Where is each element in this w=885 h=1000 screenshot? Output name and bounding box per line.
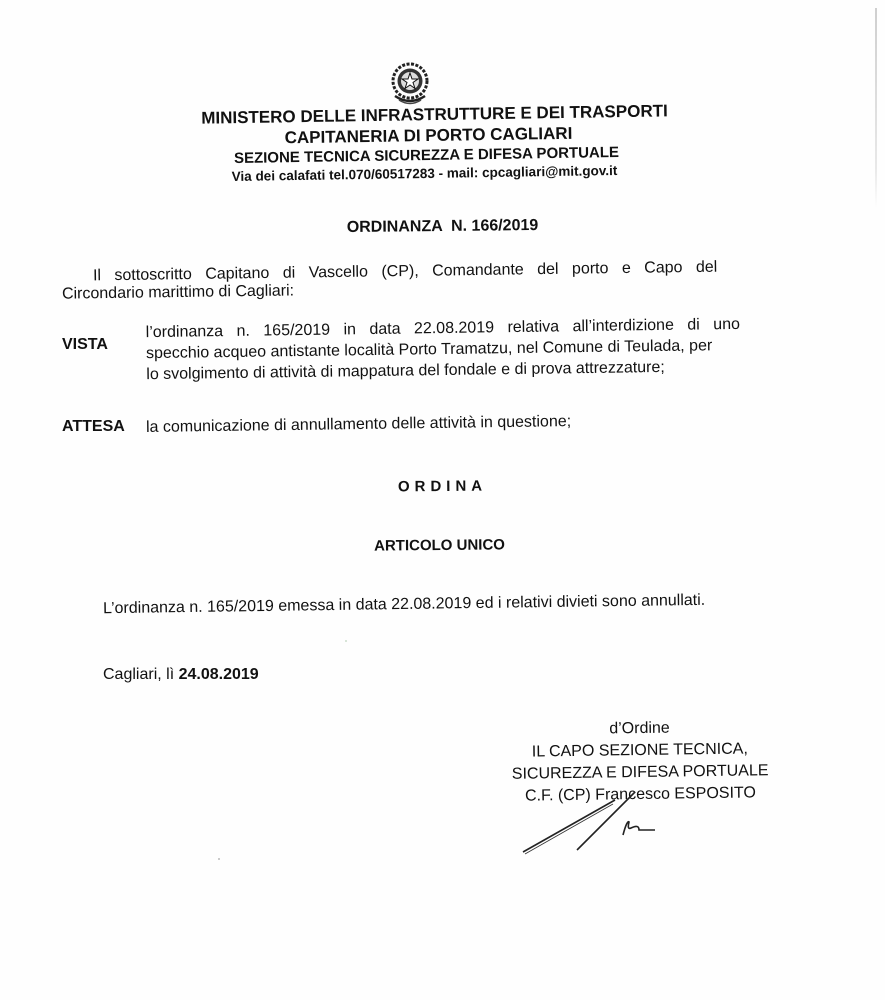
article-heading: ARTICOLO UNICO xyxy=(374,536,505,555)
recital-text-attesa: la comunicazione di annullamento delle attività in questione; xyxy=(145,413,572,436)
signature-icon xyxy=(515,780,715,860)
signature-line-role: IL CAPO SEZIONE TECNICA, xyxy=(531,740,748,761)
signature-line-name: C.F. (CP) Francesco ESPOSITO xyxy=(524,784,756,805)
place-date xyxy=(103,664,259,685)
recital-line: l’ordinanza n. 165/2019 in data 22.08.2019 relativa all’interdizione di uno xyxy=(145,315,741,342)
recital-label-vista: VISTA xyxy=(62,336,108,353)
section-name: SEZIONE TECNICA SICUREZZA E DIFESA PORTUALE xyxy=(233,143,620,168)
recital-line: specchio acqueo antistante località Porto Tramatzu, nel Comune di Teulada, per xyxy=(145,337,713,363)
date: 24.08.2019 xyxy=(178,666,259,683)
office-name: CAPITANERIA DI PORTO CAGLIARI xyxy=(284,123,573,148)
recital-label-attesa: ATTESA xyxy=(62,418,125,435)
article-text: L’ordinanza n. 165/2019 emessa in data 22.08.2019 ed i relativi divieti sono annullati. xyxy=(102,591,706,618)
recital-line: lo svolgimento di attività di mappatura del fondale e di prova attrezzature; xyxy=(146,358,665,384)
ordinance-title: ORDINANZA N. 166/2019 xyxy=(346,216,539,237)
signature-line-order: d’Ordine xyxy=(609,719,670,738)
place: Cagliari, lì xyxy=(103,666,179,683)
scan-speck xyxy=(218,858,220,860)
signature-line-section: SICUREZZA E DIFESA PORTUALE xyxy=(511,762,769,783)
scan-speck xyxy=(345,640,347,642)
intro-line-2: Circondario marittimo di Cagliari: xyxy=(61,282,295,303)
ministry-name: MINISTERO DELLE INFRASTRUTTURE E DEI TRASPORTI xyxy=(201,101,668,128)
recital-text-vista xyxy=(146,314,741,385)
italian-republic-emblem-icon xyxy=(389,60,431,108)
order-heading: ORDINA xyxy=(397,477,488,496)
intro-line-1: Il sottoscritto Capitano di Vascello (CP), Comandante del porto e Capo del xyxy=(92,258,718,285)
contact-line: Via dei calafati tel.070/60517283 - mail: cpcagliari@mit.gov.it xyxy=(231,162,618,185)
